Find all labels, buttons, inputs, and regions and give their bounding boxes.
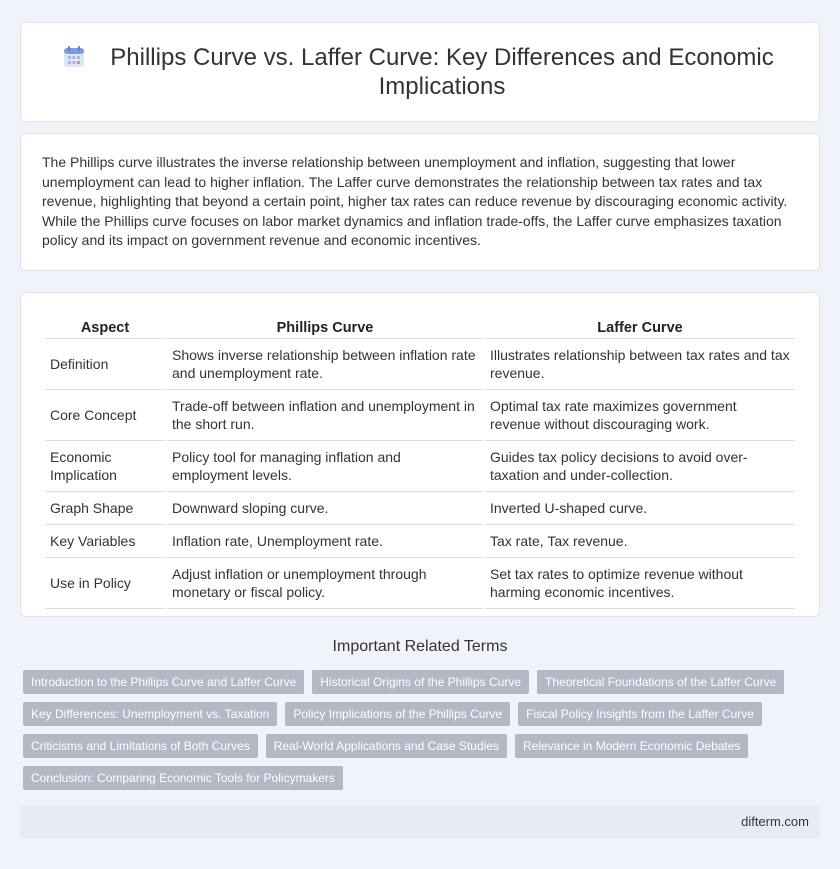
related-terms-title: Important Related Terms — [332, 638, 508, 655]
cell-laffer: Illustrates relationship between tax rates and tax revenue. — [485, 339, 795, 390]
table-row — [45, 441, 795, 492]
cell-aspect: Core Concept — [45, 390, 165, 441]
calendar-icon — [61, 44, 87, 70]
footer-site-link[interactable]: difterm.com — [741, 814, 809, 829]
summary-card — [20, 133, 820, 271]
cell-laffer: Tax rate, Tax revenue. — [485, 525, 795, 558]
table-row — [45, 492, 795, 525]
related-term-tag[interactable]: Policy Implications of the Phillips Curve — [285, 702, 510, 726]
header-phillips: Phillips Curve — [167, 311, 483, 339]
title-wrap — [61, 43, 779, 101]
cell-phillips: Downward sloping curve. — [167, 492, 483, 525]
header-laffer: Laffer Curve — [485, 311, 795, 339]
related-term-tag[interactable]: Conclusion: Comparing Economic Tools for Policymakers — [23, 766, 343, 790]
related-term-tag[interactable]: Relevance in Modern Economic Debates — [515, 734, 748, 758]
table-row — [45, 558, 795, 609]
related-term-tag[interactable]: Theoretical Foundations of the Laffer Curve — [537, 670, 784, 694]
comparison-table-card — [20, 292, 820, 617]
summary-text: The Phillips curve illustrates the inverse relationship between unemployment and inflation, suggesting that lower unemployment can lead to higher inflation. The Laffer curve demonstrates the relationship between tax rates and tax revenue, highlighting that beyond a certain point, higher tax rates can reduce revenue by discouraging economic activity. While the Phillips curve focuses on labor market dynamics and inflation trade-offs, the Laffer curve emphasizes taxation policy and its impact on government revenue and economic incentives. — [42, 154, 788, 248]
cell-phillips: Inflation rate, Unemployment rate. — [167, 525, 483, 558]
comparison-table — [43, 311, 797, 609]
table-row — [45, 339, 795, 390]
table-row — [45, 390, 795, 441]
related-term-tag[interactable]: Key Differences: Unemployment vs. Taxation — [23, 702, 277, 726]
cell-laffer: Set tax rates to optimize revenue without harming economic incentives. — [485, 558, 795, 609]
cell-aspect: Graph Shape — [45, 492, 165, 525]
cell-laffer: Inverted U-shaped curve. — [485, 492, 795, 525]
table-header-row — [45, 311, 795, 339]
related-term-tag[interactable]: Real-World Applications and Case Studies — [266, 734, 507, 758]
title-card — [20, 22, 820, 122]
header-aspect: Aspect — [45, 311, 165, 339]
related-term-tag[interactable]: Historical Origins of the Phillips Curve — [312, 670, 529, 694]
cell-aspect: Economic Implication — [45, 441, 165, 492]
related-term-tag[interactable]: Criticisms and Limitations of Both Curves — [23, 734, 258, 758]
cell-phillips: Trade-off between inflation and unemployment in the short run. — [167, 390, 483, 441]
table-row — [45, 525, 795, 558]
footer — [20, 806, 820, 838]
related-term-tag[interactable]: Fiscal Policy Insights from the Laffer Curve — [518, 702, 762, 726]
cell-aspect: Key Variables — [45, 525, 165, 558]
cell-aspect: Use in Policy — [45, 558, 165, 609]
cell-laffer: Optimal tax rate maximizes government revenue without discouraging work. — [485, 390, 795, 441]
related-terms-list — [23, 670, 823, 798]
cell-phillips: Adjust inflation or unemployment through monetary or fiscal policy. — [167, 558, 483, 609]
cell-laffer: Guides tax policy decisions to avoid over-taxation and under-collection. — [485, 441, 795, 492]
cell-phillips: Policy tool for managing inflation and employment levels. — [167, 441, 483, 492]
cell-aspect: Definition — [45, 339, 165, 390]
cell-phillips: Shows inverse relationship between inflation rate and unemployment rate. — [167, 339, 483, 390]
related-term-tag[interactable]: Introduction to the Phillips Curve and Laffer Curve — [23, 670, 304, 694]
page-title: Phillips Curve vs. Laffer Curve: Key Differences and Economic Implications — [110, 44, 774, 100]
